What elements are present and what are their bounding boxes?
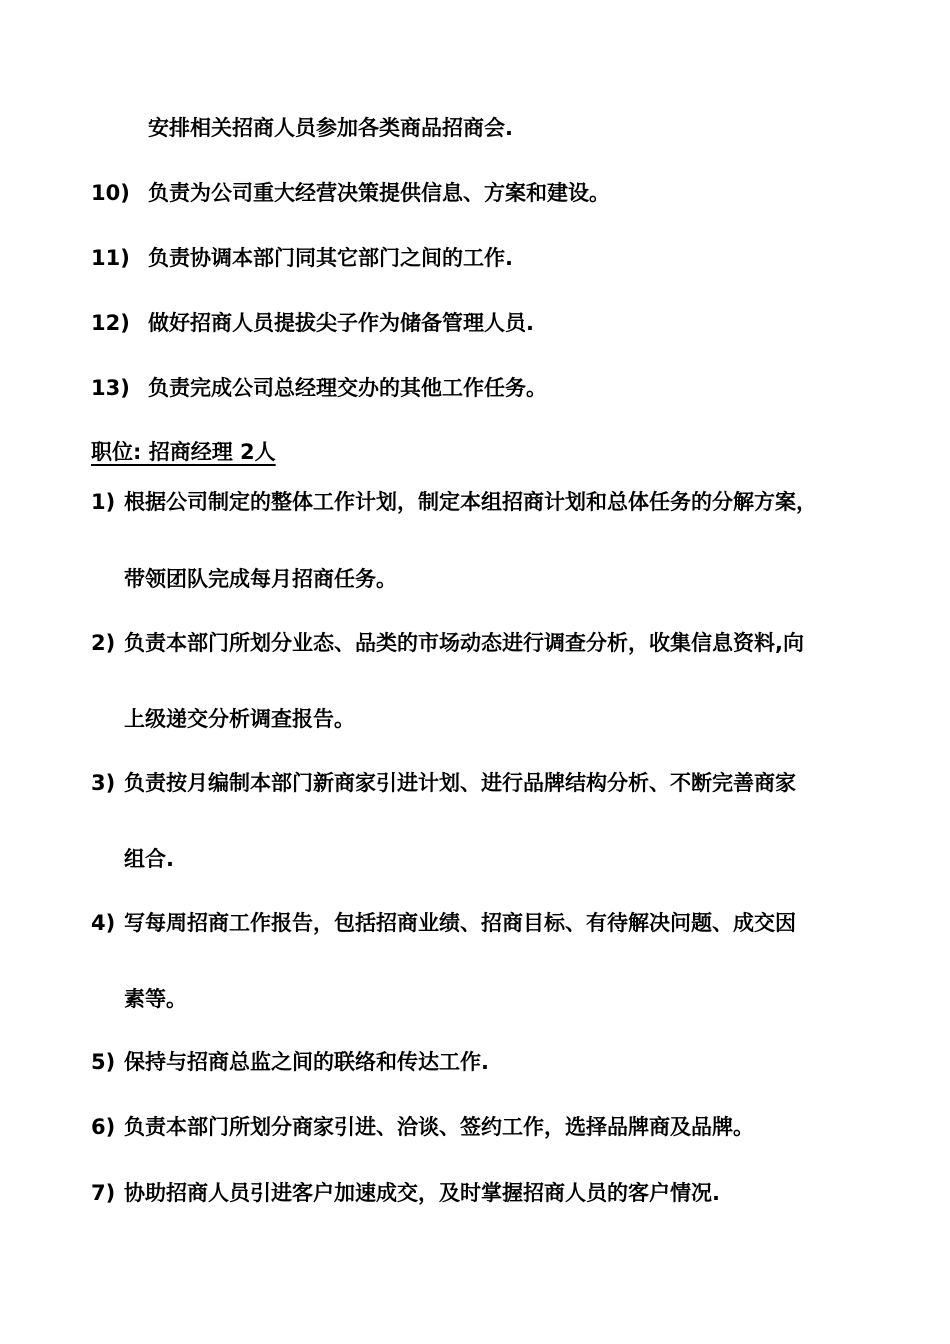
list-item-text: 根据公司制定的整体工作计划，制定本组招商计划和总体任务的分解方案， [124, 490, 817, 514]
item-number: 13) [91, 376, 130, 400]
item-number: 1) [91, 490, 116, 514]
item-number: 12) [91, 311, 130, 335]
list-item-text: 负责本部门所划分业态、品类的市场动态进行调查分析，收集信息资料,向 [124, 631, 804, 655]
paragraph-line: 安排相关招商人员参加各类商品招商会. [148, 116, 513, 140]
item-number: 7) [91, 1181, 116, 1205]
list-item-text: 协助招商人员引进客户加速成交，及时掌握招商人员的客户情况. [124, 1181, 720, 1205]
list-item-text: 负责按月编制本部门新商家引进计划、进行品牌结构分析、不断完善商家 [124, 771, 796, 795]
item-number: 6) [91, 1115, 116, 1139]
list-item-text: 负责协调本部门同其它部门之间的工作. [148, 246, 513, 270]
list-item-text-continued: 上级递交分析调查报告。 [124, 707, 355, 731]
item-number: 3) [91, 771, 116, 795]
item-number: 2) [91, 631, 116, 655]
list-item-text-continued: 组合. [124, 847, 174, 871]
item-number: 10) [91, 181, 130, 205]
list-item-text: 负责完成公司总经理交办的其他工作任务。 [148, 376, 547, 400]
list-item-text-continued: 带领团队完成每月招商任务。 [124, 567, 397, 591]
list-item-text: 负责为公司重大经营决策提供信息、方案和建设。 [148, 181, 610, 205]
list-item-text-continued: 素等。 [124, 987, 187, 1011]
item-number: 4) [91, 911, 116, 935]
item-number: 5) [91, 1050, 116, 1074]
item-number: 11) [91, 246, 130, 270]
list-item-text: 保持与招商总监之间的联络和传达工作. [124, 1050, 489, 1074]
list-item-text: 写每周招商工作报告，包括招商业绩、招商目标、有待解决问题、成交因 [124, 911, 796, 935]
position-heading: 职位: 招商经理 2人 [91, 440, 276, 464]
list-item-text: 做好招商人员提拔尖子作为储备管理人员. [148, 311, 534, 335]
list-item-text: 负责本部门所划分商家引进、洽谈、签约工作，选择品牌商及品牌。 [124, 1115, 754, 1139]
